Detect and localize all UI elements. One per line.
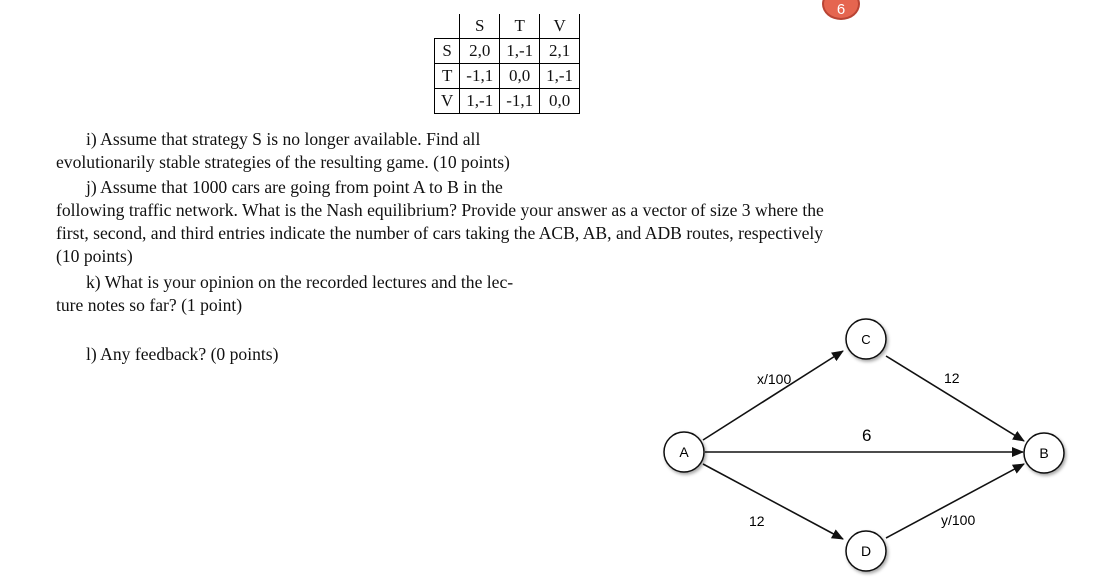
edge-c-b [886, 356, 1024, 441]
row-header: T [435, 64, 460, 89]
payoff-cell: 1,-1 [460, 89, 500, 114]
column-header-s: S [460, 14, 500, 39]
node-label-d: D [860, 543, 872, 559]
payoff-row-v [435, 89, 580, 114]
edge-label-a-c: x/100 [757, 371, 792, 387]
node-a [664, 432, 704, 472]
node-label-a: A [679, 444, 689, 460]
edge-label-a-b: 6 [862, 426, 872, 445]
page-number-badge: 6 [822, 0, 860, 20]
node-c [846, 319, 886, 359]
node-b [1024, 433, 1064, 473]
question-l-line-1: l) Any feedback? (0 points) [86, 344, 279, 364]
question-j-line-3: first, second, and third entries indicate the number of cars taking the ACB, AB, and ADB routes, respectively [56, 223, 824, 243]
payoff-header-row [435, 14, 580, 39]
node-label-b: B [1039, 445, 1049, 461]
table-corner [435, 14, 460, 39]
payoff-cell: 2,0 [460, 39, 500, 64]
payoff-cell: 2,1 [540, 39, 580, 64]
edge-label-d-b: y/100 [941, 512, 976, 528]
row-header: S [435, 39, 460, 64]
question-j [56, 176, 824, 268]
payoff-row-t [435, 64, 580, 89]
traffic-network-diagram [650, 300, 1090, 586]
edge-label-a-d: 12 [749, 513, 765, 529]
payoff-cell: 1,-1 [500, 39, 540, 64]
column-header-v: V [540, 14, 580, 39]
question-j-line-4: (10 points) [56, 246, 133, 266]
question-l [56, 343, 279, 366]
question-j-line-2: following traffic network. What is the Nash equilibrium? Provide your answer as a vector of size 3 where the [56, 200, 824, 220]
payoff-cell: -1,1 [500, 89, 540, 114]
node-label-c: C [861, 332, 871, 347]
question-k [56, 271, 513, 317]
payoff-table [434, 14, 580, 114]
edge-label-c-b: 12 [944, 370, 960, 386]
payoff-cell: -1,1 [460, 64, 500, 89]
question-i [56, 128, 510, 174]
node-d [846, 531, 886, 571]
column-header-t: T [500, 14, 540, 39]
question-k-line-1: k) What is your opinion on the recorded lectures and the lec- [86, 272, 514, 292]
row-header: V [435, 89, 460, 114]
edge-a-c [703, 351, 843, 440]
payoff-cell: 1,-1 [540, 64, 580, 89]
question-i-line-2: evolutionarily stable strategies of the resulting game. (10 points) [56, 152, 510, 172]
question-j-line-1: j) Assume that 1000 cars are going from point A to B in the [86, 177, 503, 197]
question-k-line-2: ture notes so far? (1 point) [56, 295, 243, 315]
payoff-cell: 0,0 [540, 89, 580, 114]
payoff-cell: 0,0 [500, 64, 540, 89]
edge-a-d [703, 464, 843, 539]
payoff-row-s [435, 39, 580, 64]
question-i-line-1: i) Assume that strategy S is no longer available. Find all [86, 129, 481, 149]
